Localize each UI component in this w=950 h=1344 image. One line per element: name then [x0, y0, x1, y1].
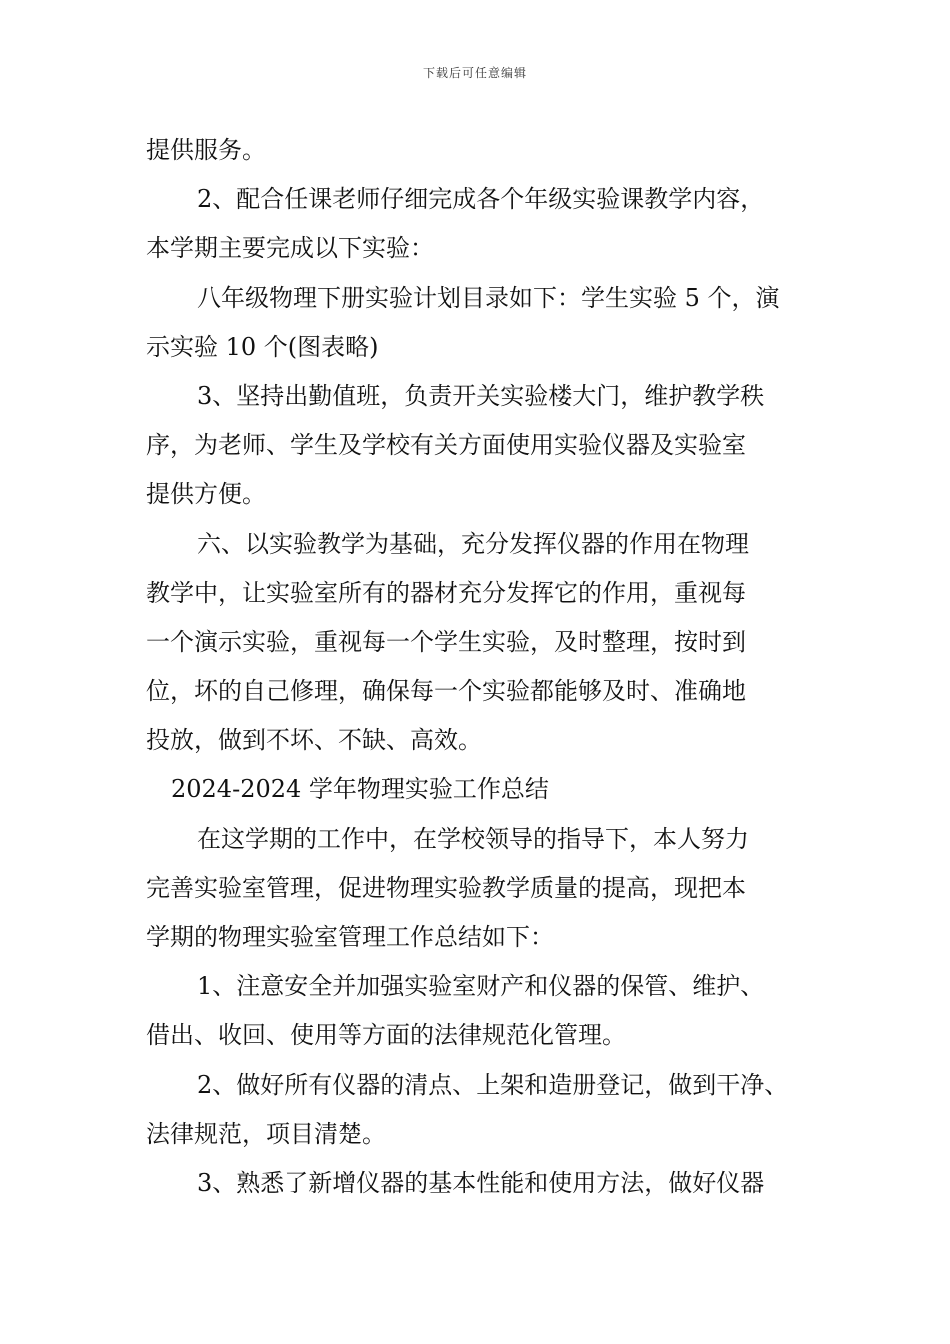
text-line: 教学中，让实验室所有的器材充分发挥它的作用，重视每	[146, 578, 746, 607]
text-line: 2、配合任课老师仔细完成各个年级实验课教学内容，	[197, 185, 765, 214]
text-line: 2、做好所有仪器的清点、上架和造册登记，做到干净、	[197, 1070, 789, 1099]
text-line: 投放，做到不坏、不缺、高效。	[146, 726, 482, 755]
text-line: 1、注意安全并加强实验室财产和仪器的保管、维护、	[197, 972, 765, 1001]
text-line: 本学期主要完成以下实验：	[146, 234, 434, 263]
text-line: 3、熟悉了新增仪器的基本性能和使用方法，做好仪器	[197, 1168, 765, 1197]
text-line: 提供服务。	[146, 136, 266, 164]
text-line: 法律规范，项目清楚。	[146, 1119, 386, 1148]
text-line: 提供方便。	[146, 480, 266, 509]
text-line: 借出、收回、使用等方面的法律规范化管理。	[146, 1021, 626, 1050]
text-line: 示实验 10 个(图表略)	[146, 332, 379, 361]
text-line: 学期的物理实验室管理工作总结如下：	[146, 923, 554, 951]
text-line: 一个演示实验，重视每一个学生实验，及时整理，按时到	[146, 627, 746, 656]
text-line: 位，坏的自己修理，确保每一个实验都能够及时、准确地	[146, 677, 746, 706]
text-line: 序，为老师、学生及学校有关方面使用实验仪器及实验室	[146, 431, 746, 460]
text-line: 在这学期的工作中，在学校领导的指导下，本人努力	[197, 824, 749, 853]
text-line: 完善实验室管理，促进物理实验教学质量的提高，现把本	[146, 873, 746, 902]
section-title: 2024-2024 学年物理实验工作总结	[171, 775, 549, 804]
page-header: 下载后可任意编辑	[422, 66, 527, 80]
text-line: 八年级物理下册实验计划目录如下：学生实验 5 个，演	[197, 283, 780, 312]
document-body	[146, 126, 826, 1208]
text-line: 3、坚持出勤值班，负责开关实验楼大门，维护教学秩	[197, 381, 765, 410]
text-line: 六、以实验教学为基础，充分发挥仪器的作用在物理	[197, 529, 749, 558]
